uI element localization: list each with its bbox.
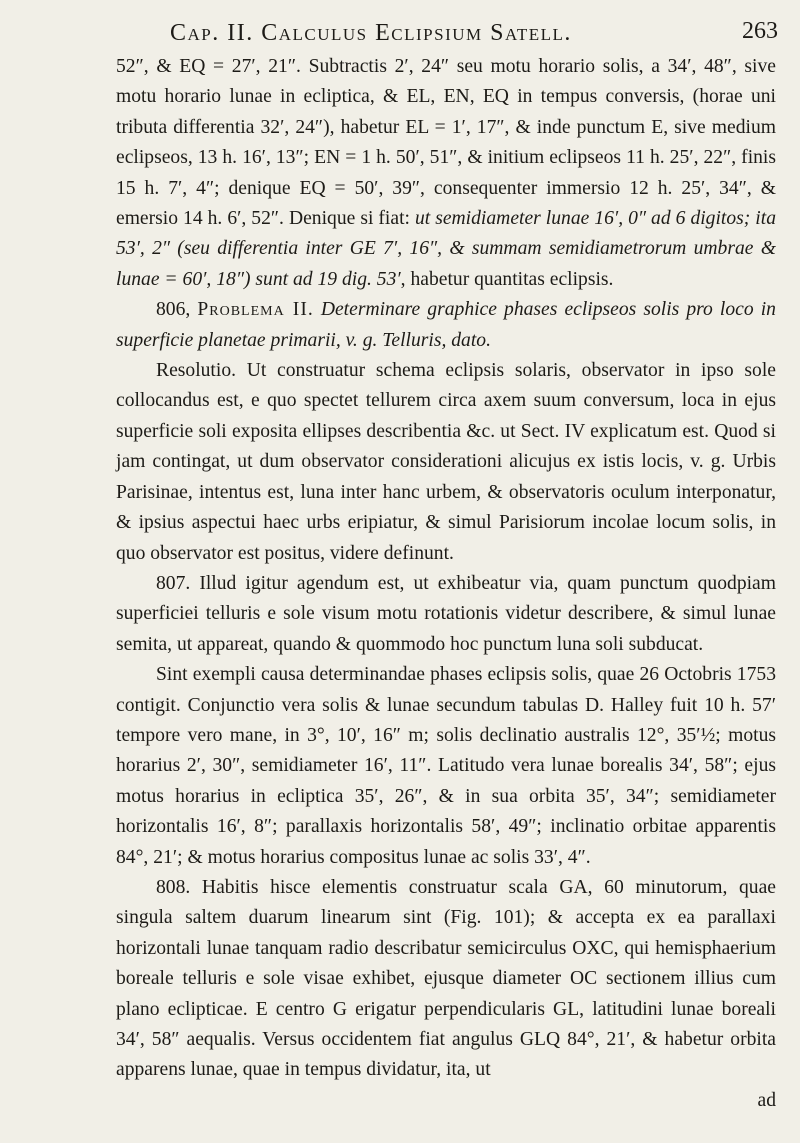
- calc-italic: ut semidiameter lunae 16′, 0″ ad 6 digitos; ita 53′, 2″ (seu differentia inter GE 7′, 16″, & summam semidiametrorum umbrae & lunae = 60′, 18″) sunt ad 19 dig. 53′: [116, 208, 776, 290]
- page-number: 263: [742, 18, 778, 44]
- calc-end: , habetur quantitas eclipsis.: [400, 268, 614, 290]
- catchword: ad: [757, 1089, 776, 1111]
- section-number: 806,: [156, 299, 191, 321]
- running-header: [110, 12, 778, 46]
- running-title: Cap. II. Calculus Eclipsium Satell.: [170, 20, 572, 46]
- text-body: [116, 52, 776, 1116]
- problem-label: Problema II.: [197, 299, 314, 321]
- paragraph-calculation: [116, 52, 776, 295]
- paragraph-example: Sint exempli causa determinandae phases eclipsis solis, quae 26 Octobris 1753 contigit. Conjunctio vera solis & lunae secundum tabulas D. Halley fuit 10 h. 57′ tempore vero mane, in 3°, 10′, 16″ m; solis declinatio australis 12°, 35′½; motus horarius 2′, 30″, semidiameter 16′, 11″. Latitudo vera lunae borealis 34′, 58″; ejus motus horarius in ecliptica 35′, 26″, & in sua orbita 35′, 34″; semidiameter horizontalis 16′, 8″; parallaxis horizontalis 58′, 49″; inclinatio orbitae apparentis 84°, 21′; & motus horarius compositus lunae ac solis 33′, 4″.: [116, 664, 776, 868]
- calc-text: 52″, & EQ = 27′, 21″. Subtractis 2′, 24″ seu motu horario solis, a 34′, 48″, sive motu horario lunae in ecliptica, & EL, EN, EQ in tempus conversis, (horae uni tributa differentia 32′, 24″), habetur EL = 1′, 17″, & inde punctum E, sive medium eclipseos, 13 h. 16′, 13″; EN = 1 h. 50′, 51″, & initium eclipseos 11 h. 25′, 22″, finis 15 h. 7′, 4″; denique EQ = 50′, 39″, consequenter immersio 12 h. 25′, 34″, & emersio 14 h. 6′, 52″. Denique si fiat:: [116, 56, 776, 230]
- paragraph-resolutio: Resolutio. Ut construatur schema eclipsis solaris, observator in ipso sole collocandus est, e quo spectet tellurem circa axem suum conversum, loca in ejus superficie soli exposita ellipses describentia &c. ut Sect. IV explicatum est. Quod si jam contingat, ut dum observator considerationi alicujus ex istis locis, v. g. Urbis Parisinae, intentus est, luna inter hanc urbem, & observatoris oculum interponatur, & ipsius aspectui haec urbs eripiatur, & simul Parisiorum incolae locum solis, in quo observator est positus, videre definunt.: [116, 360, 776, 564]
- paragraph-problem: [116, 295, 776, 356]
- paragraph-808: 808. Habitis hisce elementis construatur scala GA, 60 minutorum, quae singula saltem duarum linearum sint (Fig. 101); & accepta ex ea parallaxi horizontali lunae tanquam radio describatur semicirculus OXC, qui hemisphaerium boreale telluris e sole visae exhibet, ejusque diameter OC sectionem illius cum plano eclipticae. E centro G erigatur perpendicularis GL, latitudini lunae boreali 34′, 58″ aequalis. Versus occidentem fiat angulus GLQ 84°, 21′, & habetur orbita apparens lunae, quae in tempus dividatur, ita, ut: [116, 876, 776, 1081]
- paragraph-807: 807. Illud igitur agendum est, ut exhibeatur via, quam punctum quodpiam superficiei telluris e sole visum motu rotationis videtur describere, & simul lunae semita, ut appareat, quando & quommodo hoc punctum luna soli subducat.: [116, 572, 776, 655]
- problem-statement: Determinare graphice phases eclipseos solis pro loco in superficie planetae primarii, v. g. Telluris, dato.: [116, 299, 776, 351]
